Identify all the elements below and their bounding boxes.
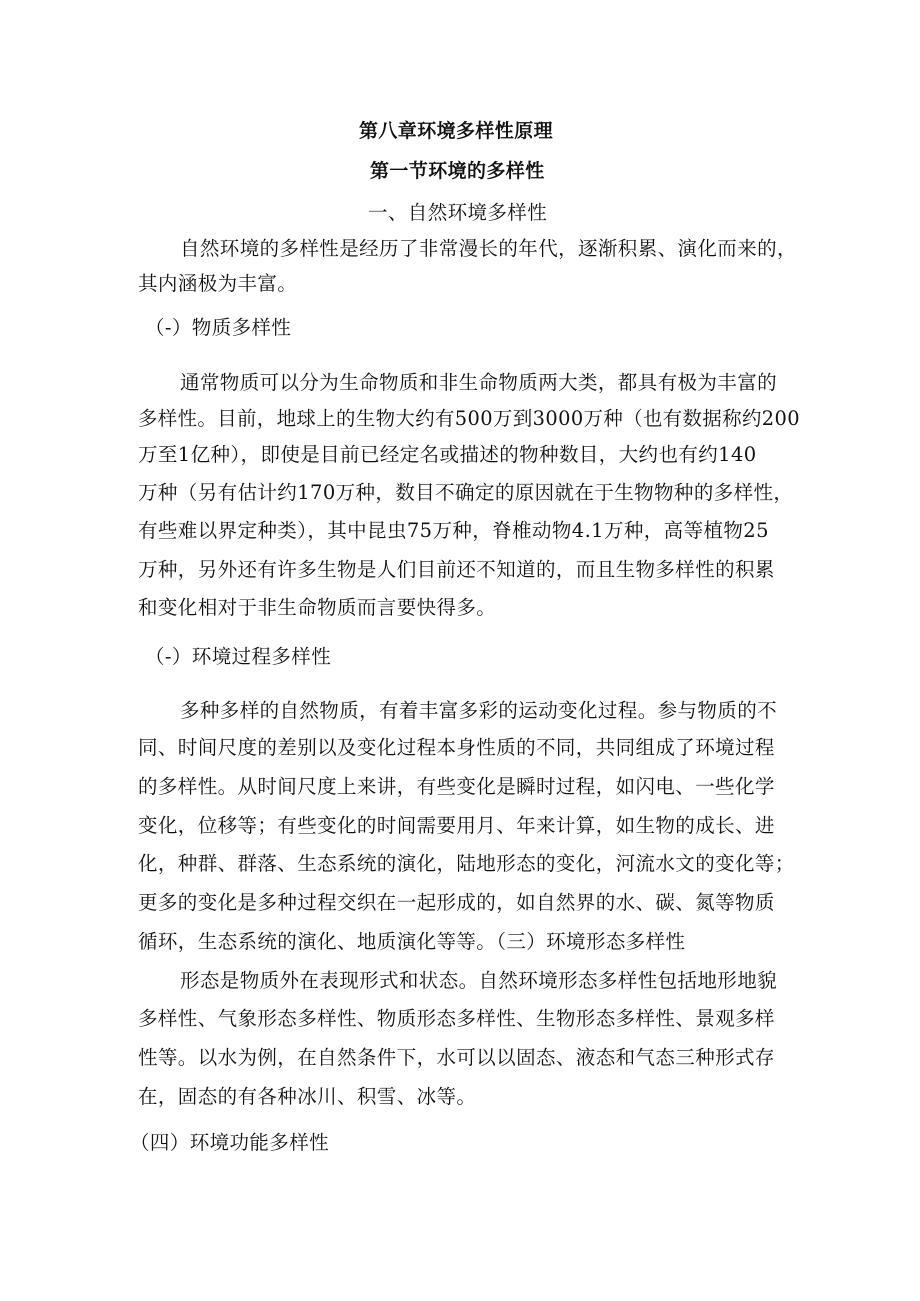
para-3-line-2: 多样性、气象形态多样性、物质形态多样性、生物形态多样性、景观多样: [138, 1007, 775, 1030]
para-2-line-6: 更多的变化是多种过程交织在一起形成的，如自然界的水、碳、氮等物质: [138, 891, 775, 914]
para-2-line-2: 同、时间尺度的差别以及变化过程本身性质的不同，共同组成了环境过程: [138, 736, 775, 759]
para-2-line-4: 变化，位移等；有些变化的时间需要用月、年来计算，如生物的成长、进: [138, 814, 775, 837]
subsection-title: 一、自然环境多样性: [368, 201, 548, 224]
heading-environment-process-diversity: （-）环境过程多样性: [145, 645, 332, 668]
para-1-line-2: 多样性。目前，地球上的生物大约有500万到3000万种（也有数据称约200: [138, 407, 801, 430]
para-1-line-3: 万至1亿种），即使是目前已经定名或描述的物种数目，大约也有约140: [138, 443, 757, 466]
para-1-line-7: 和变化相对于非生命物质而言要快得多。: [138, 596, 497, 619]
chapter-title: 第八章环境多样性原理: [359, 120, 554, 142]
para-3-line-3: 性等。以水为例，在自然条件下，水可以以固态、液态和气态三种形式存: [138, 1046, 775, 1069]
para-1-line-1: 通常物质可以分为生命物质和非生命物质两大类，都具有极为丰富的: [180, 371, 778, 394]
heading-material-diversity: （-）物质多样性: [145, 316, 292, 339]
para-1-line-6: 万种，另外还有许多生物是人们目前还不知道的，而且生物多样性的积累: [138, 558, 775, 581]
para-2-line-1: 多种多样的自然物质，有着丰富多彩的运动变化过程。参与物质的不: [180, 699, 778, 722]
para-3-line-1: 形态是物质外在表现形式和状态。自然环境形态多样性包括地形地貌: [180, 969, 778, 992]
para-1-line-5: 有些难以界定种类），其中昆虫75万种，脊椎动物4.1万种，高等植物25: [138, 519, 769, 542]
section-title: 第一节环境的多样性: [370, 160, 545, 182]
para-3-line-4: 在，固态的有各种冰川、积雪、冰等。: [138, 1085, 477, 1108]
intro-line-1: 自然环境的多样性是经历了非常漫长的年代，逐渐积累、演化而来的，: [180, 237, 797, 260]
intro-line-2: 其内涵极为丰富。: [138, 272, 298, 295]
para-2-line-5: 化，种群、群落、生态系统的演化，陆地形态的变化，河流水文的变化等；: [138, 852, 795, 875]
para-2-line-3: 的多样性。从时间尺度上来讲，有些变化是瞬时过程，如闪电、一些化学: [138, 775, 775, 798]
para-2-line-7: 循环，生态系统的演化、地质演化等等。（三）环境形态多样性: [138, 930, 686, 953]
para-1-line-4: 万种（另有估计约170万种，数目不确定的原因就在于生物物种的多样性，: [138, 481, 794, 504]
heading-environment-function-diversity: （四）环境功能多样性: [130, 1131, 330, 1154]
